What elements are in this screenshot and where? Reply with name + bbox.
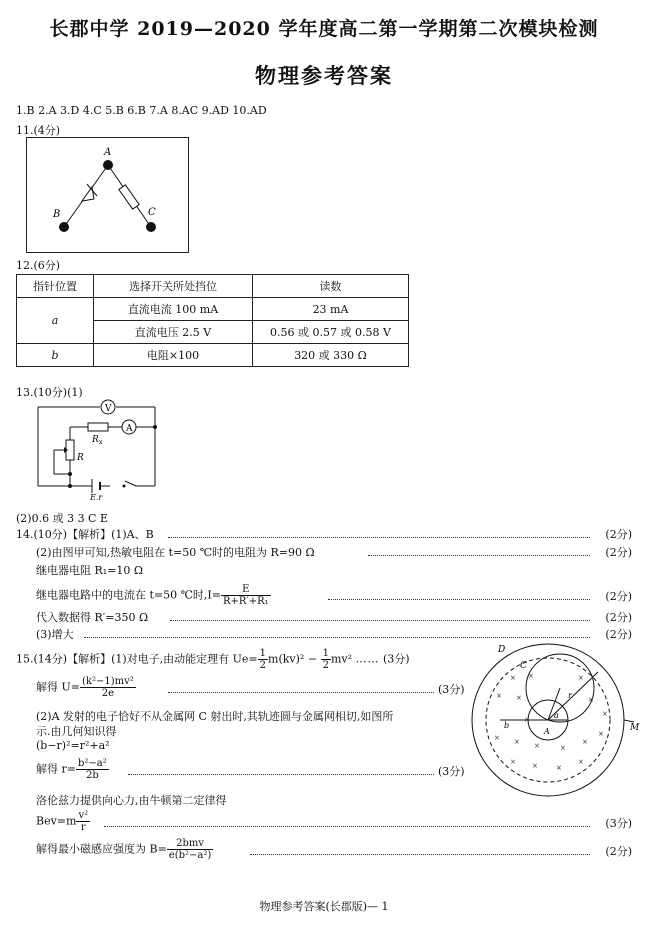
document-title: 物理参考答案 — [255, 63, 393, 88]
q15-bev-score: (3分) — [605, 817, 632, 830]
svg-text:×: × — [602, 710, 608, 718]
q12-table — [16, 274, 409, 367]
q14-score-2: (2分) — [605, 546, 632, 559]
svg-text:M: M — [630, 723, 640, 733]
q15-magnetic-field-diagram — [470, 640, 640, 800]
header-selector-position: 选择开关所处挡位 — [94, 275, 253, 298]
q14-line-4: 继电器电路中的电流在 t=50 ℃时,I= $\frac{E}{\text{R+R′+R₁}}$ — [36, 584, 269, 607]
svg-text:A: A — [544, 727, 550, 736]
choice-answers: 1.B 2.A 3.D 4.C 5.B 6.B 7.A 8.AC 9.AD 10.AD — [16, 104, 267, 117]
table-row: 直流电压 2.5 V 0.56 或 0.57 或 0.58 V — [17, 321, 409, 344]
q14-line-5: 代入数据得 R′=350 Ω — [36, 611, 149, 624]
q15-solve-r: 解得 r= $\frac{\text{b²−a²}}{2b}$ — [36, 758, 107, 781]
school-title: 长郡中学 2019—2020 学年度高二第一学期第二次模块检测 — [49, 18, 599, 40]
table-row: a 直流电流 100 mA 23 mA — [17, 298, 409, 321]
svg-text:×: × — [528, 672, 534, 680]
svg-text:×: × — [516, 694, 522, 702]
svg-text:r: r — [568, 691, 572, 700]
svg-text:×: × — [560, 744, 566, 752]
resistor-x-icon — [88, 423, 108, 431]
svg-text:×: × — [598, 730, 604, 738]
svg-text:E,r: E,r — [90, 493, 103, 500]
q13-part2: (2)0.6 或 3 3 C E — [16, 512, 109, 525]
svg-text:R: R — [77, 453, 84, 463]
terminal-a-dot — [103, 160, 113, 170]
header-reading: 读数 — [253, 275, 409, 298]
header-pointer-position: 指针位置 — [17, 275, 94, 298]
terminal-b-dot — [59, 222, 69, 232]
svg-text:C: C — [520, 661, 527, 671]
svg-text:×: × — [578, 674, 584, 682]
resistor-icon — [119, 185, 139, 209]
q12-label: 12.(6分) — [16, 259, 61, 272]
svg-text:b: b — [504, 721, 510, 730]
svg-text:×: × — [588, 696, 594, 704]
q14-score-1: (2分) — [605, 528, 632, 541]
q15-solve-u-score: (3分) — [438, 683, 465, 696]
svg-text:×: × — [582, 738, 588, 746]
q15-part2-line-2: 示.由几何知识得 — [36, 725, 117, 738]
q14-line-2: (2)由图甲可知,热敏电阻在 t=50 ℃时的电阻为 R=90 Ω — [36, 546, 315, 559]
switch-icon — [123, 485, 126, 488]
q14-score-5: (2分) — [605, 611, 632, 624]
svg-text:×: × — [532, 762, 538, 770]
current-fraction: $\frac{E}{\text{R+R′+R₁}}$ — [223, 584, 269, 607]
page-footer: 物理参考答案(长郡版)— 1 — [259, 900, 389, 913]
q14-score-4: (2分) — [605, 590, 632, 603]
svg-text:x: x — [99, 439, 103, 446]
q14-line-6: (3)增大 — [36, 628, 74, 641]
q15-part2-line-1: (2)A 发射的电子恰好不从金属网 C 射出时,其轨迹圆与金属网相切,如图所 — [36, 710, 394, 723]
label-b: B — [53, 209, 61, 220]
svg-text:A: A — [126, 424, 133, 434]
q15-solve-r-score: (3分) — [438, 765, 465, 778]
q13-label: 13.(10分)(1) — [16, 386, 83, 399]
svg-text:×: × — [514, 738, 520, 746]
svg-text:V: V — [105, 404, 112, 414]
q15-lorentz-text: 洛伦兹力提供向心力,由牛顿第二定律得 — [36, 794, 227, 807]
q15-solve-b: 解得最小磁感应强度为 B= $\frac{\text{2bmv}}{\text{e(b²−a²)}}$ — [36, 838, 212, 861]
q15-solve-u: 解得 U= $\frac{\text{(k²−1)mv²}}{2e}$ — [36, 676, 134, 699]
field-crosses — [494, 672, 608, 772]
q11-label: 11.(4分) — [16, 124, 61, 137]
q15-geometry-equation: (b−r)²=r²+a² — [36, 739, 110, 752]
svg-text:×: × — [510, 758, 516, 766]
table-row: b 电阻×100 320 或 330 Ω — [17, 344, 409, 367]
svg-text:×: × — [524, 716, 530, 724]
svg-text:×: × — [578, 758, 584, 766]
q14-line-1: 14.(10分)【解析】(1)A、B — [16, 528, 154, 541]
terminal-c-dot — [146, 222, 156, 232]
q15-line-1: 15.(14分)【解析】(1)对电子,由动能定理有 Ue= $\frac{1}{2}$ m(kv)² − $\frac{1}{2}$ mv² …… (3分) — [16, 648, 410, 671]
diode-icon — [82, 184, 97, 201]
svg-text:×: × — [510, 674, 516, 682]
q15-bev-equation: Bev=m $\frac{\text{v²}}{r}$ — [36, 810, 89, 833]
svg-text:×: × — [494, 734, 500, 742]
label-a: A — [104, 147, 112, 158]
svg-text:×: × — [556, 764, 562, 772]
q13-circuit-diagram — [30, 398, 160, 500]
q14-score-6: (2分) — [605, 628, 632, 641]
svg-text:a: a — [554, 711, 559, 720]
q11-diode-diagram — [26, 137, 189, 253]
svg-text:×: × — [534, 742, 540, 750]
q15-solve-b-score: (2分) — [605, 845, 632, 858]
svg-text:R: R — [92, 435, 99, 445]
svg-text:D: D — [498, 645, 506, 655]
label-c: C — [148, 207, 156, 218]
q14-line-3: 继电器电阻 R₁=10 Ω — [36, 564, 144, 577]
svg-text:×: × — [496, 692, 502, 700]
